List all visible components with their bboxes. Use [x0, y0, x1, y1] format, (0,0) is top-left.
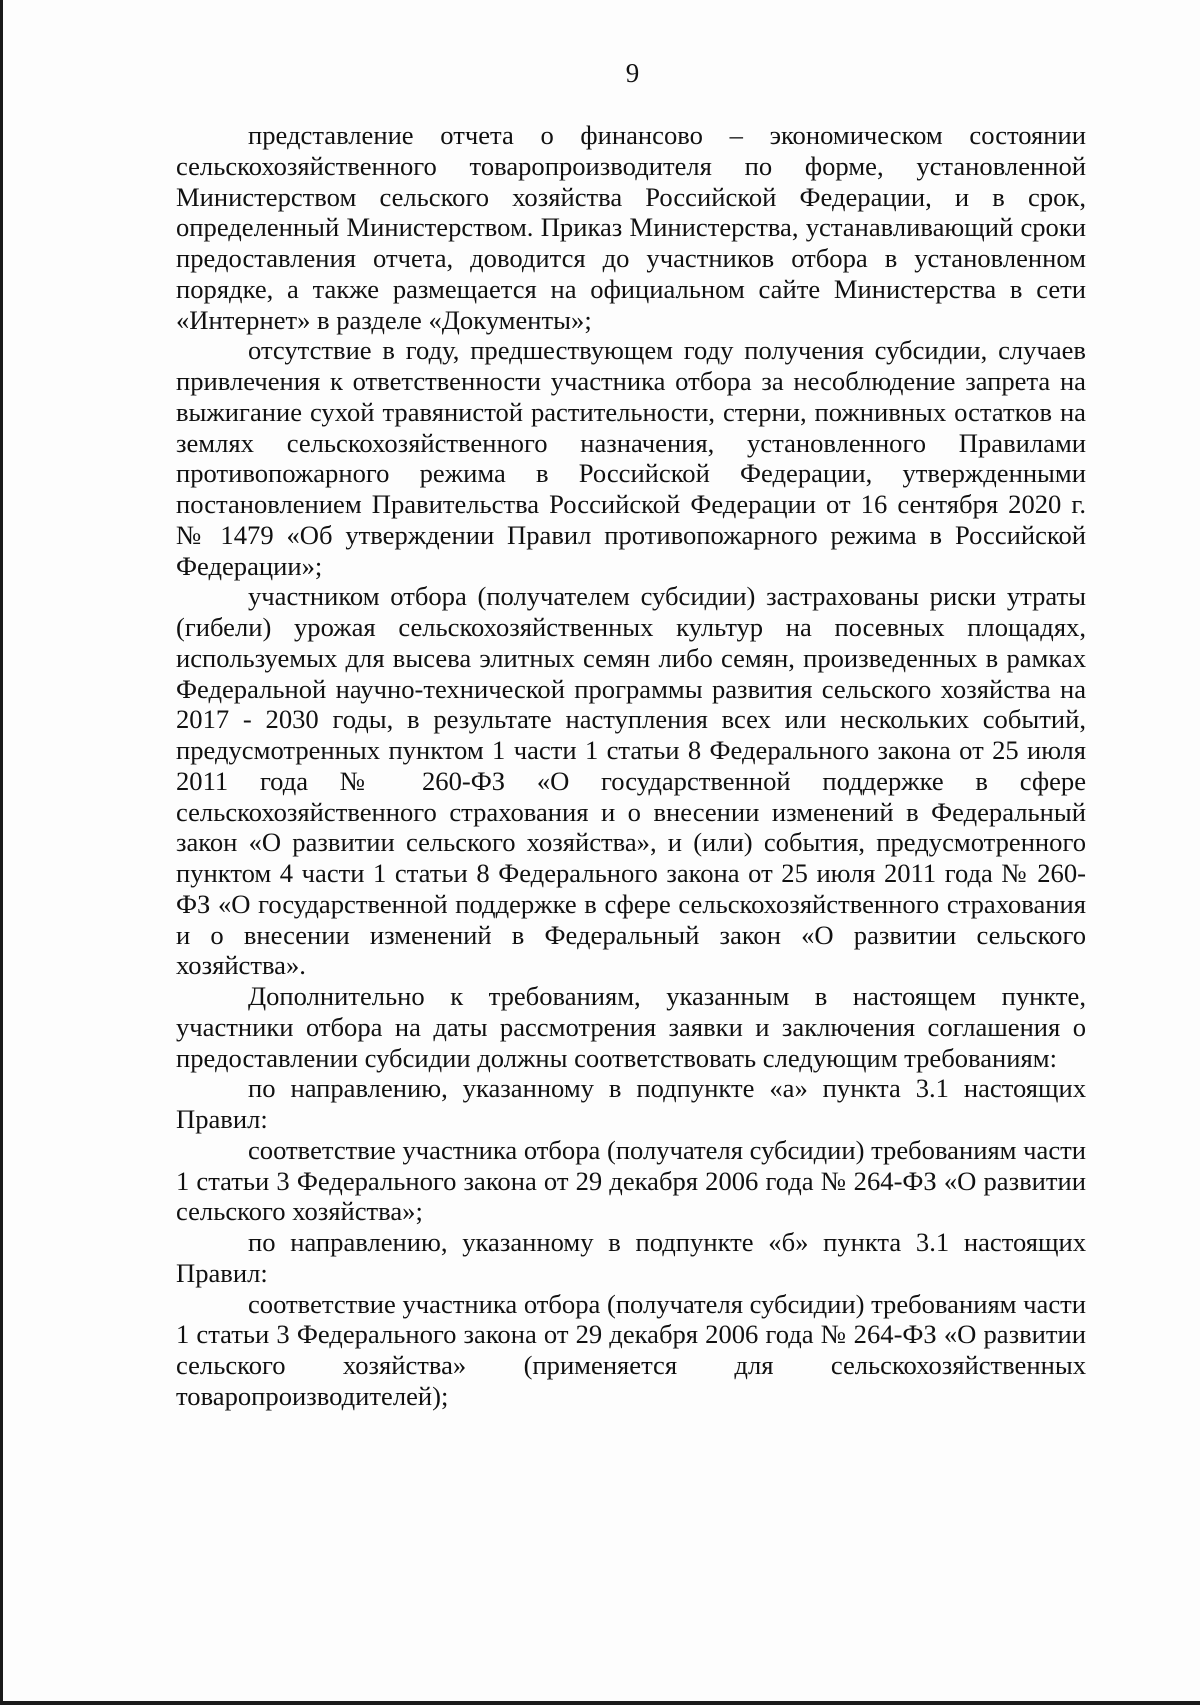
document-body — [176, 120, 1086, 1412]
paragraph-crop-insurance: участником отбора (получателем субсидии) застрахованы риски утраты (гибели) урожая сельскохозяйственных культур на посевных площадях, используемых для высева элитных семян либо семян, произведенных в рамках Федеральной научно-технической программы развития сельского хозяйства на 2017 - 2030 годы, в результате наступления всех или нескольких событий, предусмотренных пунктом 1 части 1 статьи 8 Федерального закона от 25 июля 2011 года № 260-ФЗ «О государственной поддержке в сфере сельскохозяйственного страхования и о внесении изменений в Федеральный закон «О развитии сельского хозяйства», и (или) события, предусмотренного пунктом 4 части 1 статьи 8 Федерального закона от 25 июля 2011 года № 260-ФЗ «О государственной поддержке в сфере сельскохозяйственного страхования и о внесении изменений в Федеральный закон «О развитии сельского хозяйства». — [176, 581, 1086, 981]
paragraph-compliance-a: соответствие участника отбора (получателя субсидии) требованиям части 1 статьи 3 Федерального закона от 29 декабря 2006 года № 264-ФЗ «О развитии сельского хозяйства»; — [176, 1134, 1086, 1227]
scan-bottom-border — [0, 1701, 1200, 1705]
page-number: 9 — [625, 58, 640, 88]
paragraph-fire-regulation: отсутствие в году, предшествующем году получения субсидии, случаев привлечения к ответственности участника отбора за несоблюдение запрета на выжигание сухой травянистой растительности, стерни, пожнивных остатков на землях сельскохозяйственного назначения, установленного Правилами противопожарного режима в Российской Федерации, утвержденными постановлением Правительства Российской Федерации от 16 сентября 2020 г. № 1479 «Об утверждении Правил противопожарного режима в Российской Федерации»; — [176, 335, 1086, 581]
paragraph-additional-requirements: Дополнительно к требованиям, указанным в настоящем пункте, участники отбора на даты рассмотрения заявки и заключения соглашения о предоставлении субсидии должны соответствовать следующим требованиям: — [176, 981, 1086, 1073]
paragraph-direction-a: по направлению, указанному в подпункте «а» пункта 3.1 настоящих Правил: — [176, 1073, 1086, 1134]
paragraph-financial-report: представление отчета о финансово – экономическом состоянии сельскохозяйственного товаропроизводителя по форме, установленной Министерством сельского хозяйства Российской Федерации, и в срок, определенный Министерством. Приказ Министерства, устанавливающий сроки предоставления отчета, доводится до участников отбора в установленном порядке, а также размещается на официальном сайте Министерства в сети «Интернет» в разделе «Документы»; — [176, 120, 1086, 335]
scan-left-border — [0, 0, 3, 1705]
paragraph-compliance-b: соответствие участника отбора (получателя субсидии) требованиям части 1 статьи 3 Федерального закона от 29 декабря 2006 года № 264-ФЗ «О развитии сельского хозяйства» (применяется для сельскохозяйственных товаропроизводителей); — [176, 1288, 1086, 1411]
paragraph-direction-b: по направлению, указанному в подпункте «б» пункта 3.1 настоящих Правил: — [176, 1227, 1086, 1288]
